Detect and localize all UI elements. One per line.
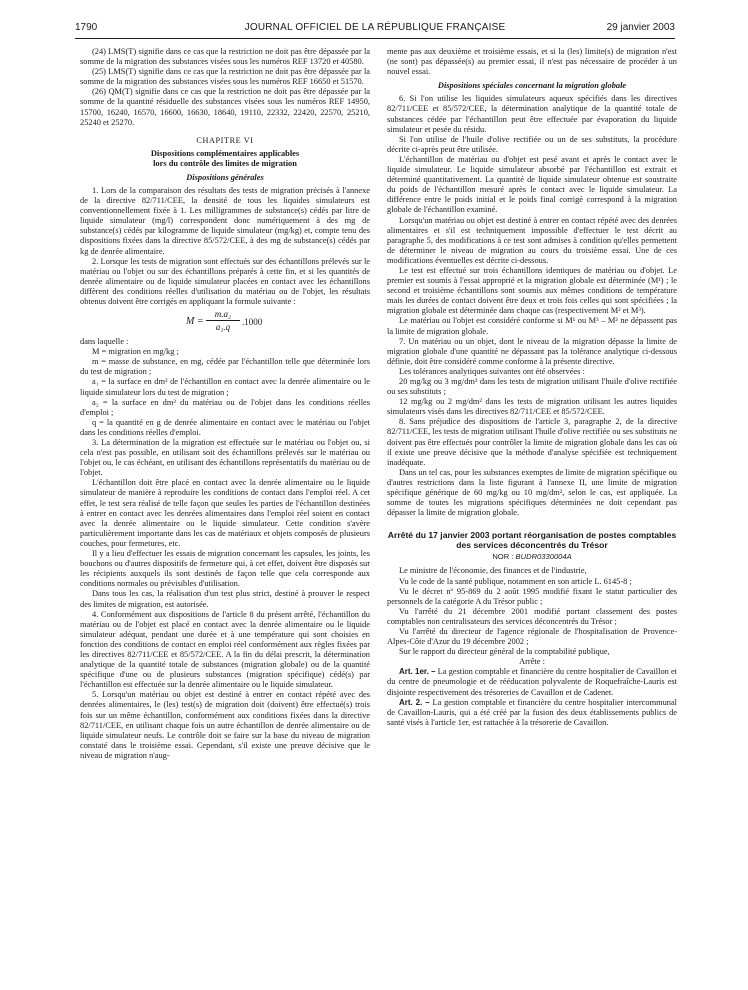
article-1-text: La gestion comptable et financière du centre hospitalier de Cavaillon et du centre de pneumologie et de rééducation polyvalente de Roquefraîche-Lauris est disjointe respectivement des trésoreries de Cavaillon et de Cadenet. [387,667,678,697]
note-25: (25) LMS(T) signifie dans ce cas que la restriction ne doit pas être dépassée par la somme de la migration des substances visées sous les numéros REF 16650 et 51570. [80,67,370,87]
paragraph-8b: Dans un tel cas, pour les substances exemptes de limite de migration spécifique ou d'autres restrictions dans la liste figurant à l'annexe II, une limite de migration spécifique générique de 60 mg/kg ou 10 mg/dm², selon le cas, est appliquée. La somme de toutes les migrations spécifiques déterminées ne doit cependant pas dépasser la limite de migration globale. [387,467,677,518]
left-column [80,47,370,761]
sur-le-rapport: Sur le rapport du directeur général de la comptabilité publique, [399,647,610,657]
paragraph-3c: Il y a lieu d'effectuer les essais de migration concernant les capsules, les joints, les bouchons ou d'autres dispositifs de fermeture qui, à cet effet, doivent être disposés sur les récipients auxquels ils sont destinés de façon telle que cela corresponde aux conditions normales ou prévisibles d'utilisation. [80,549,370,589]
definition-M: M = migration en mg/kg ; [92,347,179,357]
vu-arrete-2001: Vu l'arrêté du 21 décembre 2001 modifié portant classement des postes comptables non centralisateurs des services déconcentrés du Trésor ; [387,606,677,626]
formula-multiplier: .1000 [242,317,263,328]
journal-title: JOURNAL OFFICIEL DE LA RÉPUBLIQUE FRANÇAISE [244,22,506,33]
chapter-title-line-2: lors du contrôle des limites de migration [153,158,297,168]
article-1-label: Art. 1er. – [399,667,436,677]
nor-reference [387,552,677,562]
right-column [387,47,677,728]
paragraph-5: 5. Lorsqu'un matériau ou objet est destiné à entrer en contact répété avec des denrées alimentaires, le (les) test(s) de migration doit (doivent) être effectué(s) trois fois sur un même échantillon, conformément aux conditions fixées dans la directive 82/711/CEE, en utilisant chaque fois un autre échantillon de denrée alimentaire ou de liquide simulateur neufs. Le contrôle doit se faire sur la base du niveau de migration constaté dans le troisième essai. Cependant, s'il existe une preuve décisive que le niveau de migration n'aug- [80,690,370,760]
paragraph-3d: Dans tous les cas, la réalisation d'un test plus strict, destiné à prouver le respect des limites de migration, est autorisée. [80,589,370,609]
paragraph-6f: Le matériau ou l'objet est considéré conforme si M¹ ou M³ – M² ne dépassent pas la limite de migration globale. [387,316,677,336]
section-global-heading: Dispositions spéciales concernant la migration globale [437,81,627,91]
paragraph-6b: Si l'on utilise de l'huile d'olive rectifiée ou un de ses substituts, la procédure décrite ci-après peut être utilisée. [387,134,677,154]
paragraph-6d: Lorsqu'un matériau ou objet est destiné à entrer en contact répété avec des denrées alimentaires et s'il est techniquement impossible d'effectuer le test décrit au paragraphe 5, des modifications à ce test sont admises à condition qu'elles permettent de déterminer le niveau de migration au cours du troisième essai. Une de ces modifications éventuelles est décrite ci-dessous. [387,215,677,265]
article-1 [387,667,677,697]
paragraph-2: 2. Lorsque les tests de migration sont effectués sur des échantillons prélevés sur le matériau ou l'objet ou sur des échantillons préparés à cette fin, et si les quantités de denrée alimentaire ou de liquide simulateur placées en contact avec les échantillons diffèrent des conditions réelles d'utilisation du matériau ou de l'objet, les résultats obtenus doivent être corrigés en appliquant la formule suivante : [80,256,370,306]
paragraph-3b: L'échantillon doit être placé en contact avec la denrée alimentaire ou le liquide simulateur de manière à reproduire les conditions de contact dans l'emploi réel. A cet effet, le test sera réalisé de telle façon que seules les parties de l'échantillon destinées à entrer en contact avec les denrées alimentaires dans l'emploi réel soient en contact avec la denrée alimentaire ou le liquide simulateur. Cette condition s'avère particulièrement importante dans les cas de matériaux et objets composés de plusieurs couches, pour fermetures, etc. [80,478,370,548]
issue-date: 29 janvier 2003 [606,22,675,33]
paragraph-6c: L'échantillon de matériau ou d'objet est pesé avant et après le contact avec le liquide simulateur. Le liquide simulateur absorbé par l'échantillon est extrait et déterminé quantitativement. La quantité de liquide simulateur obtenue est soustraite du poids de l'échantillon mesuré après le contact avec le liquide simulateur. La différence entre le poids initial et le poids final corrigé correspond à la migration globale de l'échantillon examiné. [387,154,677,215]
migration-formula [80,309,370,335]
chapter-title-line-1: Dispositions complémentaires applicables [150,148,300,158]
paragraph-7b: Les tolérances analytiques suivantes ont été observées : [399,366,585,376]
arrete-title: Arrêté du 17 janvier 2003 portant réorganisation de postes comptables des services déconcentrés du Trésor [387,530,677,551]
paragraph-7c: 20 mg/kg ou 3 mg/dm² dans les tests de migration utilisant l'huile d'olive rectifiée ou ses substituts ; [387,377,677,397]
paragraph-3: 3. La détermination de la migration est effectuée sur le matériau ou l'objet ou, si cela n'est pas possible, en utilisant soit des échantillons prélevés sur le matériau ou l'objet ou, le cas échéant, en utilisant des échantillons représentatifs du matériau ou de l'objet. [80,438,370,478]
dans-laquelle: dans laquelle : [80,337,129,347]
chapter-heading: CHAPITRE VI [196,135,254,145]
note-26: (26) QM(T) signifie dans ce cas que la restriction ne doit pas être dépassée par la somme de la quantité résiduelle des substances visées sous les numéros REF 14950, 15700, 16240, 16570, 16600, 16630, 18640, 19110, 22332, 22420, 22570, 25210, 25240 et 25270. [80,87,370,127]
vu-arrete-directeur: Vu l'arrêté du directeur de l'agence régionale de l'hospitalisation de Provence-Alpes-Côte d'Azur du 19 décembre 2002 ; [387,626,677,647]
formula-fraction [206,309,240,332]
section-general-heading: Dispositions générales [186,172,264,182]
definition-a2: a₂ = la surface en dm² du matériau ou de l'objet dans les conditions réelles d'emploi ; [80,397,370,417]
ministre-line: Le ministre de l'économie, des finances et de l'industrie, [399,566,587,576]
paragraph-8: 8. Sans préjudice des dispositions de l'article 3, paragraphe 2, de la directive 82/711/CEE, les tests de migration utilisant l'huile d'olive rectifiée ou ses substituts ne doivent pas être effectués pour contrôler la limite de migration globale dans les cas où il existe une preuve décisive que la méthode d'analyse spécifiée est techniquement inadéquate. [387,417,677,467]
page-number: 1790 [75,22,98,33]
page-header [75,22,675,38]
arrete-label: Arrête : [519,657,545,667]
vu-code-sante: Vu le code de la santé publique, notamment en son article L. 6145-8 ; [399,576,632,586]
paragraph-5-continued: mente pas aux deuxième et troisième essais, et si la (les) limite(s) de migration n'est (ne sont) pas dépassée(s) au premier essai, il n'est pas nécessaire de procéder à un nouvel essai. [387,47,677,77]
paragraph-4: 4. Conformément aux dispositions de l'article 8 du présent arrêté, l'échantillon du matériau ou de l'objet est placé en contact avec la denrée alimentaire ou le liquide simulateur adéquat, pendant une durée et à une température qui sont choisies en fonction des conditions de contact en emploi réel conformément aux règles fixées par les directives 82/711/CEE et 85/572/CEE. A la fin du délai prescrit, la détermination analytique de la quantité totale de substances (migration globale) ou de la quantité spécifique d'une ou de plusieurs substances (migration spécifique) cédé(s) par l'échantillon est effectuée sur la denrée alimentaire ou le liquide simulateur. [80,609,370,690]
definition-q: q = la quantité en g de denrée alimentaire en contact avec le matériau ou l'objet dans les conditions réelles d'emploi. [80,417,370,437]
formula-denominator: a₁.q [215,322,231,333]
nor-label: NOR : [492,552,516,562]
article-2 [387,698,677,728]
paragraph-7d: 12 mg/kg ou 2 mg/dm² dans les tests de migration utilisant les autres liquides simulateurs visés dans les directives 82/711/CEE et 85/572/CEE. [387,397,677,417]
formula-lhs: M = [186,316,204,328]
article-2-label: Art. 2. – [399,697,430,707]
vu-decret: Vu le décret nº 95-869 du 2 août 1995 modifié fixant le statut particulier des personnels de la catégorie A du Trésor public ; [387,586,677,606]
header-rule [75,38,675,39]
formula-numerator: m.a₂ [206,309,240,321]
article-2-text: La gestion comptable et financière du centre hospitalier intercommunal de Cavaillon-Lauris, qui a été créé par la fusion des deux établissements publics de santé visés à l'article 1er, est rattachée à la trésorerie de Cavaillon. [387,697,678,727]
paragraph-1: 1. Lors de la comparaison des résultats des tests de migration précisés à l'annexe de la directive 82/711/CEE, la densité de tous les liquides simulateurs est conventionnellement fixée à 1. Les milligrammes de substance(s) cédés par litre de liquide simulateur (mg/l) correspondent donc numériquement à des mg de substance(s) cédés par kilogramme de liquide simulateur (mg/kg) et, compte tenu des dispositions fixées dans la directive 85/572/CEE, à des mg de substance(s) cédés par kg de denrée alimentaire. [80,185,370,256]
note-24: (24) LMS(T) signifie dans ce cas que la restriction ne doit pas être dépassée par la somme de la migration des substances visées sous les numéros REF 13720 et 40580. [80,47,370,67]
nor-code: BUDR0330004A [515,552,572,562]
paragraph-6: 6. Si l'on utilise les liquides simulateurs aqueux spécifiés dans les directives 82/711/CEE et 85/572/CEE, la détermination analytique de la quantité totale de substances cédée par l'échantillon peut être effectuée par évaporation du liquide simulateur et pesée du résidu. [387,94,677,134]
definition-a1: a₁ = la surface en dm² de l'échantillon en contact avec la denrée alimentaire ou le liquide simulateur lors du test de migration ; [80,377,370,397]
paragraph-6e: Le test est effectué sur trois échantillons identiques de matériau ou d'objet. Le premier est soumis à l'essai approprié et la migration globale est déterminée (M¹) ; le second et troisième échantillons sont soumis aux mêmes conditions de température mais les durées de contact doivent être deux et trois fois celles qui sont spécifiées ; la migration globale est déterminée dans chaque cas (respectivement M² et M³). [387,265,677,316]
definition-m: m = masse de substance, en mg, cédée par l'échantillon telle que déterminée lors du test de migration ; [80,357,370,377]
paragraph-7: 7. Un matériau ou un objet, dont le niveau de la migration dépasse la limite de migration globale d'une quantité ne dépassant pas la tolérance analytique ci-dessous définie, doit être considéré comme conforme à la présente directive. [387,336,677,366]
